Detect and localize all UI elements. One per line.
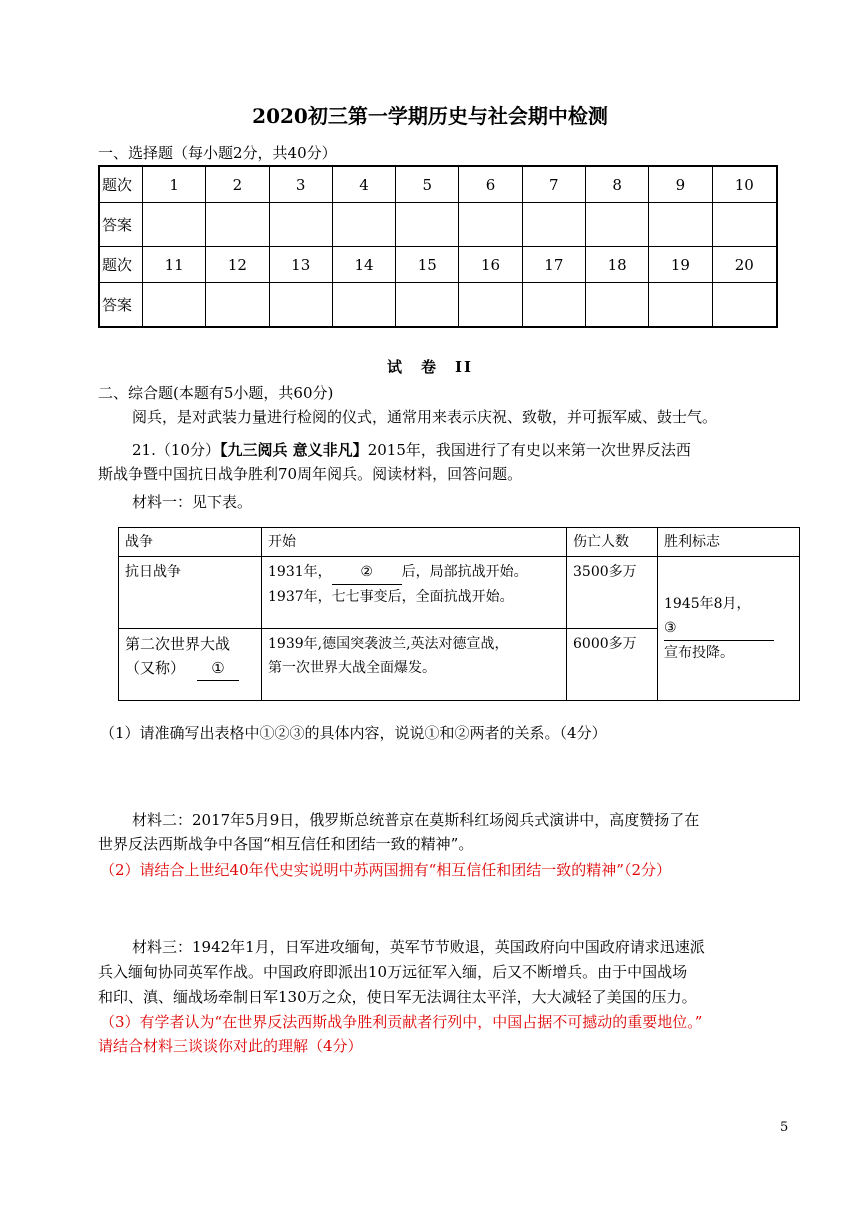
question-number: 15 (396, 247, 459, 283)
intro-text: 阅兵，是对武装力量进行检阅的仪式，通常用来表示庆祝、致敬，并可振军威、鼓士气。 (132, 408, 718, 426)
answer-cell[interactable] (649, 283, 712, 328)
answer-cell[interactable] (649, 203, 712, 247)
row-label: 题次 (99, 247, 143, 283)
answer-cell[interactable] (585, 203, 648, 247)
answer-cell[interactable] (206, 283, 269, 328)
question-number: 20 (712, 247, 777, 283)
answer-cell[interactable] (459, 203, 522, 247)
material-1: 材料一：见下表。 (132, 493, 253, 511)
material-2-line1: 材料二：2017年5月9日，俄罗斯总统普京在莫斯科红场阅兵式演讲中，高度赞扬了在 (132, 811, 700, 829)
answer-cell[interactable] (522, 283, 585, 328)
question-number: 12 (206, 247, 269, 283)
question-number: 5 (396, 166, 459, 203)
question-number-row (99, 166, 777, 203)
section-2-heading: 二、综合题(本题有5小题，共60分) (98, 384, 334, 402)
question-number: 14 (332, 247, 395, 283)
q21-line2: 斯战争暨中国抗日战争胜利70周年阅兵。阅读材料，回答问题。 (98, 465, 523, 483)
answer-row (99, 283, 777, 328)
answer-cell[interactable] (143, 283, 206, 328)
section-1-heading: 一、选择题（每小题2分，共40分） (98, 144, 337, 162)
header-start: 开始 (262, 528, 567, 557)
question-number: 16 (459, 247, 522, 283)
answer-cell[interactable] (332, 203, 395, 247)
question-number: 1 (143, 166, 206, 203)
row-anti-japanese-war (119, 557, 800, 629)
answer-cell[interactable] (522, 203, 585, 247)
question-3-line1: （3）有学者认为“在世界反法西斯战争胜利贡献者行列中，中国占据不可撼动的重要地位。” (100, 1013, 703, 1031)
start-description: 1939年,德国突袭波兰,英法对德宣战， 第一次世界大战全面爆发。 (262, 629, 567, 701)
answer-cell[interactable] (143, 203, 206, 247)
material-3-line3: 和印、滇、缅战场牵制日军130万之众，使日军无法调往太平洋，大大减轻了美国的压力。 (98, 988, 697, 1006)
blank-1[interactable]: ① (197, 656, 239, 681)
material-3-line1: 材料三：1942年1月，日军进攻缅甸，英军节节败退，英国政府向中国政府请求迅速派 (132, 938, 705, 956)
answer-cell[interactable] (269, 283, 332, 328)
blank-2[interactable]: ② (332, 560, 402, 585)
question-number: 8 (585, 166, 648, 203)
question-number: 13 (269, 247, 332, 283)
answer-cell[interactable] (396, 203, 459, 247)
header-victory: 胜利标志 (658, 528, 800, 557)
answer-cell[interactable] (585, 283, 648, 328)
question-number: 6 (459, 166, 522, 203)
row-label: 答案 (99, 203, 143, 247)
paper-ii-heading: 试 卷 II (386, 358, 474, 376)
victory-mark: 1945年8月， ③ 宣布投降。 (658, 557, 800, 701)
blank-3[interactable]: ③ (664, 616, 774, 641)
question-2: （2）请结合上世纪40年代史实说明中苏两国拥有“相互信任和团结一致的精神”（2分） (100, 861, 672, 879)
casualties: 3500多万 (567, 557, 658, 629)
question-number: 4 (332, 166, 395, 203)
q21-line1 (132, 438, 691, 462)
answer-cell[interactable] (712, 283, 777, 328)
q21-theme: 【九三阅兵 意义非凡】 (219, 441, 368, 459)
question-number: 10 (712, 166, 777, 203)
start-description: 1931年， ② 后，局部抗战开始。 1937年，七七事变后，全面抗战开始。 (262, 557, 567, 629)
row-label: 题次 (99, 166, 143, 203)
material-2-line2: 世界反法西斯战争中各国“相互信任和团结一致的精神”。 (98, 835, 474, 853)
q21-intro: 2015年，我国进行了有史以来第一次世界反法西 (367, 441, 691, 459)
question-number: 7 (522, 166, 585, 203)
question-3-line2: 请结合材料三谈谈你对此的理解（4分） (98, 1037, 363, 1055)
question-number: 18 (585, 247, 648, 283)
casualties: 6000多万 (567, 629, 658, 701)
question-number: 3 (269, 166, 332, 203)
answer-cell[interactable] (712, 203, 777, 247)
war-name: 抗日战争 (119, 557, 262, 629)
material-table-header (119, 528, 800, 557)
header-casualties: 伤亡人数 (567, 528, 658, 557)
material-3-line2: 兵入缅甸协同英军作战。中国政府即派出10万远征军入缅，后又不断增兵。由于中国战场 (98, 963, 688, 981)
answer-cell[interactable] (396, 283, 459, 328)
header-war: 战争 (119, 528, 262, 557)
page-number: 5 (780, 1120, 789, 1135)
answer-cell[interactable] (332, 283, 395, 328)
question-number: 9 (649, 166, 712, 203)
question-number: 17 (522, 247, 585, 283)
row-label: 答案 (99, 283, 143, 328)
answer-cell[interactable] (269, 203, 332, 247)
material-table (118, 527, 800, 701)
question-1: （1）请准确写出表格中①②③的具体内容，说说①和②两者的关系。（4分） (100, 724, 607, 742)
page-title: 2020初三第一学期历史与社会期中检测 (252, 104, 608, 128)
question-number-row (99, 247, 777, 283)
question-number: 11 (143, 247, 206, 283)
answer-cell[interactable] (459, 283, 522, 328)
q21-number: 21.（10分） (132, 441, 220, 459)
question-number: 2 (206, 166, 269, 203)
answer-row (99, 203, 777, 247)
war-name: 第二次世界大战 （又称） ① (119, 629, 262, 701)
answer-cell[interactable] (206, 203, 269, 247)
question-number: 19 (649, 247, 712, 283)
answer-table (98, 165, 778, 328)
